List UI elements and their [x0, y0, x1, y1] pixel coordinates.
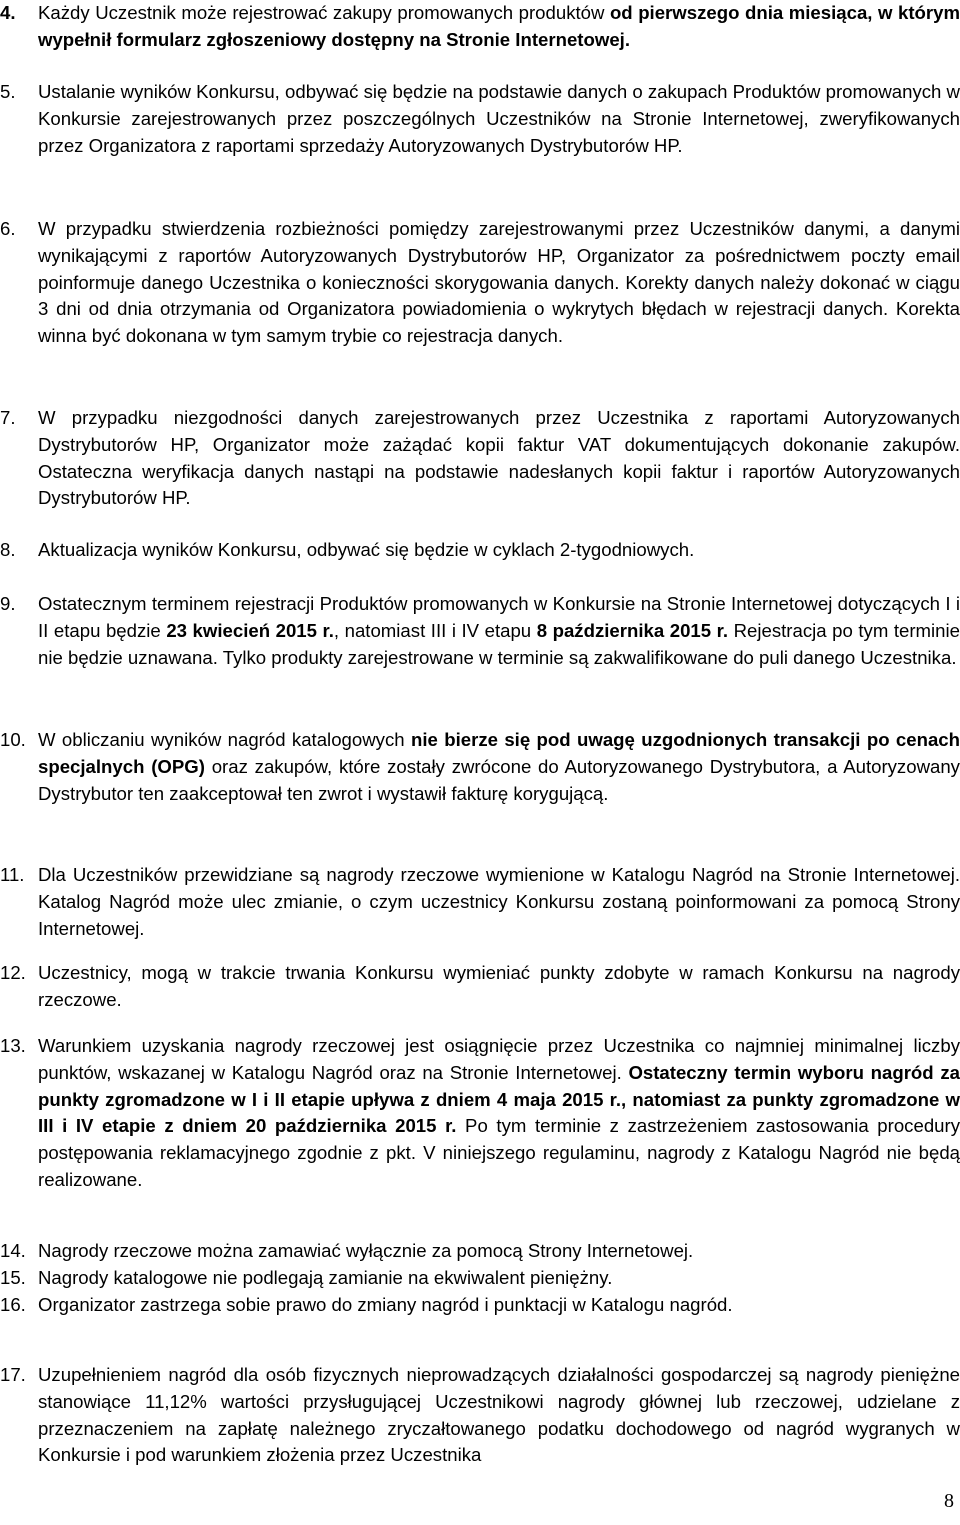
text-segment: W przypadku stwierdzenia rozbieżności pomiędzy zarejestrowanymi przez Uczestników danymi, a danymi wynikającymi z raportów Autoryzowanych Dystrybutorów HP, Organizator za pośrednictwem poczty email poinformuje danego Uczestnika o konieczności skorygowania danych. Korekty danych należy dokonać w ciągu 3 dni od dnia otrzymania od Organizatora powiadomienia o wykrytych błędach w rejestracji danych. Korekta winna być dokonana w tym samym trybie co rejestracja danych. — [38, 218, 960, 347]
text-segment: W przypadku niezgodności danych zarejestrowanych przez Uczestnika z raportami Autoryzowanych Dystrybutorów HP, Organizator może zażądać kopii faktur VAT dokumentujących dokonanie zakupów. Ostateczna weryfikacja danych nastąpi na podstawie nadesłanych kopii faktur i raportów Autoryzowanych Dystrybutorów HP. — [38, 407, 960, 509]
list-item — [0, 537, 960, 564]
bold-text-segment: Ostateczny termin wyboru nagród za punkty zgromadzone w I i II etapie upływa z dniem 4 maja 2015 r., natomiast za punkty zgromadzone w III i IV etapie z dniem 20 października 2015 r. — [38, 1061, 960, 1137]
item-number: 7. — [0, 407, 16, 428]
text-segment: Dla Uczestników przewidziane są nagrody rzeczowe wymienione w Katalogu Nagród na Stronie Internetowej. Katalog Nagród może ulec zmianie, o czym uczestnicy Konkursu zostaną poinformowani za pomocą Strony Internetowej. — [38, 864, 960, 939]
list-item — [0, 1362, 960, 1469]
text-segment: Ostatecznym terminem rejestracji Produktów promowanych w Konkursie na Stronie Internetowej dotyczących I i II etapu będzie — [38, 593, 960, 641]
item-text — [38, 962, 960, 1010]
text-segment: Rejestracja po tym terminie nie będzie uznawana. Tylko produkty zarejestrowane w terminie są zakwalifikowane do puli danego Uczestnika. — [38, 619, 960, 668]
item-text — [38, 1294, 733, 1315]
item-text — [38, 1364, 960, 1465]
list-item — [0, 0, 960, 54]
list-item — [0, 405, 960, 512]
bold-text-segment: 8 października 2015 r. — [536, 619, 729, 641]
text-segment: oraz zakupów, które zostały zwrócone do Autoryzowanego Dystrybutora, a Autoryzowany Dystrybutor ten zaakceptował ten zwrot i wystawił fakturę korygującą. — [38, 755, 960, 804]
text-segment: Każdy Uczestnik może rejestrować zakupy promowanych produktów — [38, 2, 610, 23]
item-number: 4. — [0, 2, 16, 23]
bold-text-segment: od pierwszego dnia miesiąca, w którym wypełnił formularz zgłoszeniowy dostępny na Stronie Internetowej. — [38, 2, 960, 50]
list-item — [0, 727, 960, 807]
bold-text-segment: nie bierze się pod uwagę uzgodnionych transakcji po cenach specjalnych (OPG) — [38, 729, 960, 777]
list-item — [0, 862, 960, 942]
item-text — [38, 1035, 960, 1190]
bold-text-segment: 23 kwiecień 2015 r. — [166, 619, 334, 641]
item-text — [38, 593, 960, 668]
item-text — [38, 2, 960, 50]
item-text — [38, 1240, 693, 1261]
text-segment: Ustalanie wyników Konkursu, odbywać się będzie na podstawie danych o zakupach Produktów promowanych w Konkursie zarejestrowanych przez poszczególnych Uczestników na Stronie Internetowej, zweryfikowanych przez Organizatora z raportami sprzedaży Autoryzowanych Dystrybutorów HP. — [38, 81, 960, 156]
text-segment: Nagrody katalogowe nie podlegają zamianie na ekwiwalent pieniężny. — [38, 1267, 613, 1288]
item-text — [38, 1267, 612, 1288]
item-text — [38, 218, 960, 346]
item-number: 17. — [0, 1364, 26, 1385]
item-number: 13. — [0, 1035, 26, 1056]
list-item — [0, 591, 960, 671]
item-number: 10. — [0, 729, 26, 750]
text-segment: Nagrody rzeczowe można zamawiać wyłącznie za pomocą Strony Internetowej. — [38, 1240, 694, 1261]
item-number: 14. — [0, 1240, 26, 1261]
list-item — [0, 216, 960, 350]
list-item — [0, 960, 960, 1014]
list-item — [0, 1292, 960, 1319]
text-segment: Warunkiem uzyskania nagrody rzeczowej jest osiągnięcie przez Uczestnika co najmniej minimalnej liczby punktów, wskazanej w Katalogu Nagród oraz na Stronie Internetowej. — [38, 1035, 960, 1083]
text-segment: W obliczaniu wyników nagród katalogowych — [38, 729, 411, 750]
item-number: 5. — [0, 81, 16, 102]
item-text — [38, 729, 960, 804]
item-number: 8. — [0, 539, 16, 560]
item-number: 15. — [0, 1267, 26, 1288]
item-text — [38, 407, 960, 508]
item-number: 11. — [0, 864, 25, 885]
item-number: 12. — [0, 962, 26, 983]
text-segment: Uzupełnieniem nagród dla osób fizycznych nieprowadzących działalności gospodarczej są nagrody pieniężne stanowiące 11,12% wartości przysługującej Uczestnikowi nagrody głównej lub rzeczowej, udzielane z przeznaczeniem na zapłatę należnego zryczałtowanego podatku dochodowego od nagród wygranych w Konkursie i pod warunkiem złożenia przez Uczestnika — [38, 1364, 960, 1466]
item-number: 9. — [0, 593, 16, 614]
list-item — [0, 1238, 960, 1265]
item-text — [38, 864, 960, 939]
item-number: 6. — [0, 218, 16, 239]
item-text — [38, 81, 960, 156]
list-item — [0, 79, 960, 159]
list-item — [0, 1265, 960, 1292]
text-segment: Organizator zastrzega sobie prawo do zmiany nagród i punktacji w Katalogu nagród. — [38, 1294, 733, 1315]
text-segment: , natomiast III i IV etapu — [333, 619, 537, 641]
item-text — [38, 539, 694, 560]
item-number: 16. — [0, 1294, 26, 1315]
text-segment: Uczestnicy, mogą w trakcie trwania Konkursu wymieniać punkty zdobyte w ramach Konkursu na nagrody rzeczowe. — [38, 962, 960, 1010]
text-segment: Aktualizacja wyników Konkursu, odbywać się będzie w cyklach 2-tygodniowych. — [38, 539, 695, 560]
page-number: 8 — [944, 1490, 954, 1512]
list-item — [0, 1033, 960, 1194]
text-segment: Po tym terminie z zastrzeżeniem zastosowania procedury postępowania reklamacyjnego zgodnie z pkt. V niniejszego regulaminu, nagrody z Katalogu Nagród nie będą realizowane. — [38, 1115, 960, 1190]
